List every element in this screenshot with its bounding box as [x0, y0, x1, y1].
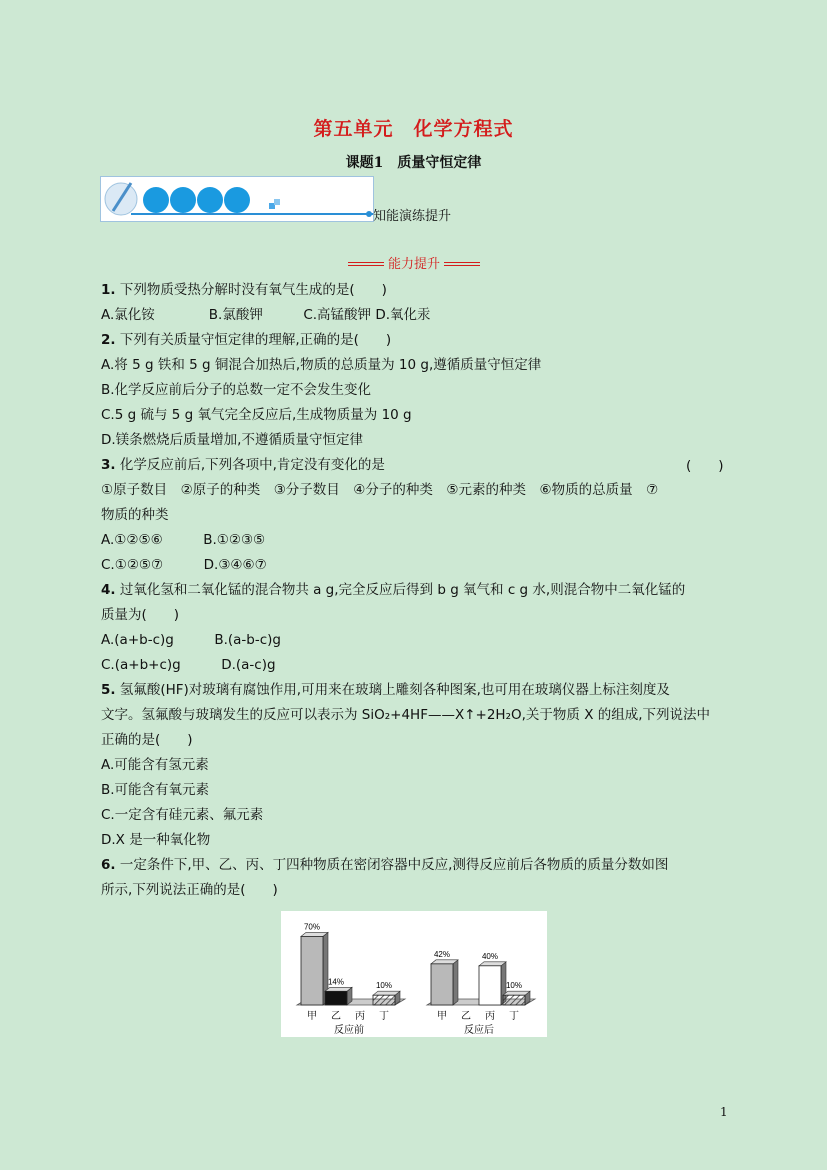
section-heading: 能力提升 [348, 253, 480, 272]
line-text: B.可能含有氧元素 [101, 782, 210, 798]
question-number: 6. [101, 857, 116, 873]
text-line [101, 803, 263, 823]
line-text: C.①②⑤⑦ D.③④⑥⑦ [101, 557, 267, 573]
data-label: 40% [481, 951, 499, 961]
line-text: ①原子数目 ②原子的种类 ③分子数目 ④分子的种类 ⑤元素的种类 ⑥物质的总质量 ⑦ [101, 482, 659, 498]
text-line [101, 653, 276, 673]
text-line [101, 278, 387, 298]
tick-label: 丁 [509, 1011, 519, 1022]
text-line [101, 628, 281, 648]
text-line [101, 303, 431, 323]
tick-label: 乙 [331, 1011, 341, 1022]
q3-answer-paren: ( ) [686, 458, 724, 474]
section-banner [100, 176, 374, 222]
text-line [101, 453, 385, 473]
line-text: D.镁条燃烧后质量增加,不遵循质量守恒定律 [101, 432, 363, 448]
page-title: 第五单元 化学方程式 [313, 118, 514, 140]
text-line [101, 478, 658, 498]
tick-label: 乙 [461, 1011, 471, 1022]
bar-top [503, 991, 530, 995]
data-label: 10% [505, 981, 523, 991]
text-line [101, 328, 391, 348]
bar-side [453, 960, 458, 1005]
text-line [101, 403, 412, 423]
bar [301, 936, 323, 1005]
tick-label: 甲 [437, 1011, 447, 1022]
bar [479, 966, 501, 1005]
line-text: 质量为( ) [101, 607, 180, 623]
question-number: 2. [101, 332, 116, 348]
line-text: 一定条件下,甲、乙、丙、丁四种物质在密闭容器中反应,测得反应前后各物质的质量分数如图 [115, 857, 669, 873]
bar-top [325, 987, 352, 991]
text-line [101, 828, 210, 848]
text-line [101, 603, 179, 623]
line-text: B.化学反应前后分子的总数一定不会发生变化 [101, 382, 372, 398]
bar-chart-figure [281, 911, 547, 1037]
text-line [101, 353, 541, 373]
text-line [101, 853, 668, 873]
line-text: 正确的是( ) [101, 732, 193, 748]
x-axis-label: 反应后 [464, 1025, 494, 1036]
tick-label: 甲 [307, 1011, 317, 1022]
line-text: 过氧化氢和二氧化锰的混合物共 a g,完全反应后得到 b g 氧气和 c g 水,则混合物中二氧化锰的 [115, 582, 686, 598]
text-line [101, 378, 371, 398]
text-line [101, 428, 363, 448]
line-text: A.可能含有氢元素 [101, 757, 209, 773]
bar-top [373, 991, 400, 995]
text-line [101, 753, 209, 773]
text-line [101, 578, 685, 598]
lesson-subtitle: 课题1 质量守恒定律 [345, 155, 482, 171]
text-line [101, 778, 209, 798]
question-number: 1. [101, 282, 116, 298]
banner-label: 知能演练提升 [373, 209, 452, 224]
bar-top [479, 962, 506, 966]
line-text: A.①②⑤⑥ B.①②③⑤ [101, 532, 266, 548]
tick-label: 丙 [355, 1011, 365, 1022]
tick-label: 丁 [379, 1011, 389, 1022]
line-text: A.将 5 g 铁和 5 g 铜混合加热后,物质的总质量为 10 g,遵循质量守恒定律 [101, 357, 542, 373]
line-text: 下列物质受热分解时没有氧气生成的是( ) [115, 282, 387, 298]
banner-graphic [101, 177, 373, 221]
line-text: 物质的种类 [101, 507, 169, 523]
line-text: 文字。氢氟酸与玻璃发生的反应可以表示为 SiO₂+4HF——X↑+2H₂O,关于物质 X 的组成,下列说法中 [101, 707, 711, 723]
line-text: C.一定含有硅元素、氟元素 [101, 807, 264, 823]
text-line [101, 703, 710, 723]
text-line [101, 728, 193, 748]
line-text: A.(a+b-c)g B.(a-b-c)g [101, 632, 282, 648]
question-number: 4. [101, 582, 116, 598]
text-line [101, 553, 267, 573]
line-text: 所示,下列说法正确的是( ) [101, 882, 278, 898]
text-line [101, 503, 169, 523]
bar [325, 991, 347, 1005]
text-line [101, 678, 670, 698]
bar [431, 964, 453, 1005]
question-number: 3. [101, 457, 116, 473]
line-text: A.氯化铵 B.氯酸钾 C.高锰酸钾 D.氧化汞 [101, 307, 431, 323]
text-line [101, 878, 278, 898]
data-label: 10% [375, 981, 393, 991]
line-text: 化学反应前后,下列各项中,肯定没有变化的是 [115, 457, 385, 473]
bar-top [301, 932, 328, 936]
line-text: C.(a+b+c)g D.(a-c)g [101, 657, 276, 673]
bar-top [431, 960, 458, 964]
text-line [101, 528, 265, 548]
data-label: 14% [327, 977, 345, 987]
bar [503, 995, 525, 1005]
page-number: 1 [720, 1105, 728, 1119]
bar [373, 995, 395, 1005]
tick-label: 丙 [485, 1011, 495, 1022]
line-text: 下列有关质量守恒定律的理解,正确的是( ) [115, 332, 392, 348]
line-text: 氢氟酸(HF)对玻璃有腐蚀作用,可用来在玻璃上雕刻各种图案,也可用在玻璃仪器上标注刻度及 [115, 682, 670, 698]
data-label: 42% [433, 949, 451, 959]
question-number: 5. [101, 682, 116, 698]
data-label: 70% [303, 922, 321, 932]
bar-chart-svg [281, 911, 547, 1037]
line-text: D.X 是一种氧化物 [101, 832, 211, 848]
x-axis-label: 反应前 [334, 1025, 364, 1036]
line-text: C.5 g 硫与 5 g 氧气完全反应后,生成物质量为 10 g [101, 407, 412, 423]
